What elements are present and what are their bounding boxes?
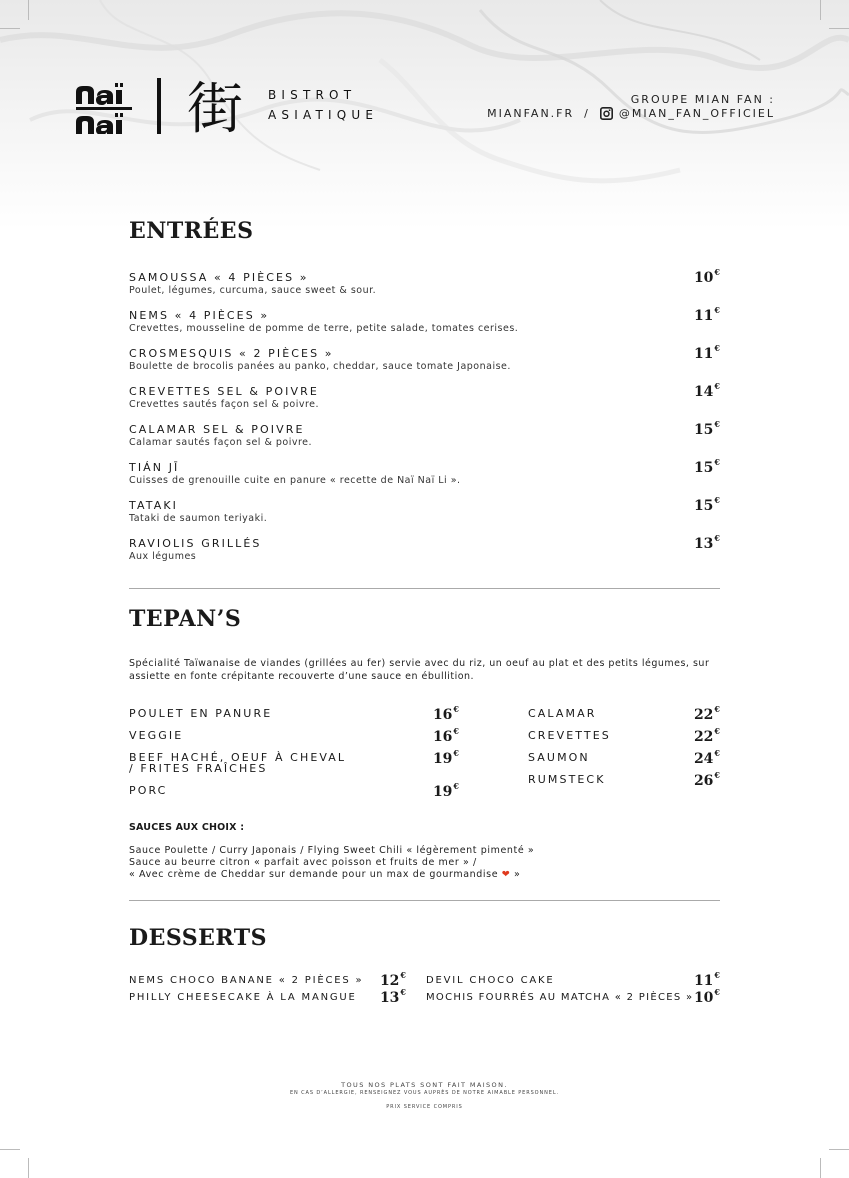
group-label: GROUPE MIAN FAN :	[630, 93, 775, 106]
item-desc: Poulet, légumes, curcuma, sauce sweet & sour.	[129, 285, 377, 296]
footer-service: PRIX SERVICE COMPRIS	[386, 1104, 463, 1110]
item-desc: Tataki de saumon teriyaki.	[129, 513, 268, 524]
item-price: 19€	[432, 748, 459, 767]
dessert-item	[426, 970, 720, 989]
brand-subtitle-line2: ASIATIQUE	[268, 108, 379, 122]
header	[0, 0, 849, 150]
tepan-item	[528, 726, 720, 745]
sauce-line: « Avec crème de Cheddar sur demande pour un max de gourmandise ❤ »	[129, 869, 521, 880]
crop-mark	[829, 1149, 849, 1150]
item-name: POULET EN PANURE	[129, 707, 273, 720]
tepan-item	[528, 704, 720, 723]
instagram-link[interactable]: @MIAN_FAN_OFFICIEL	[618, 107, 775, 120]
item-desc: Crevettes, mousseline de pomme de terre, petite salade, tomates cerises.	[129, 323, 519, 334]
tepan-item	[129, 726, 459, 745]
item-name: TATAKI	[129, 499, 178, 512]
tepans-title: TEPAN’S	[129, 606, 242, 632]
website-link[interactable]: MIANFAN.FR	[487, 107, 575, 120]
dessert-item	[129, 970, 406, 989]
section-divider	[129, 900, 720, 901]
item-name: CREVETTES	[528, 729, 611, 742]
footer-homemade: TOUS NOS PLATS SONT FAIT MAISON.	[341, 1081, 508, 1089]
item-name: PHILLY CHEESECAKE À LA MANGUE	[129, 992, 357, 1003]
item-name: VEGGIE	[129, 729, 184, 742]
item-desc: Crevettes sautés façon sel & poivre.	[129, 399, 320, 410]
item-price: 16€	[432, 726, 459, 745]
item-price: 24€	[693, 748, 720, 767]
item-price: 10€	[693, 987, 720, 1006]
item-price: 10€	[693, 267, 720, 286]
item-price: 26€	[693, 770, 720, 789]
menu-item	[129, 381, 720, 419]
heart-icon: ❤	[501, 869, 511, 880]
footer-allergy: EN CAS D’ALLERGIE, RENSEIGNEZ VOUS AUPRÈS DE NOTRE AIMABLE PERSONNEL.	[289, 1090, 560, 1096]
item-desc: Cuisses de grenouille cuite en panure « recette de Naï Naï Li ».	[129, 475, 461, 486]
logo-separator	[157, 78, 161, 134]
item-name: CALAMAR	[528, 707, 597, 720]
menu-item	[129, 305, 720, 343]
instagram-icon	[600, 107, 613, 120]
tepan-item	[129, 781, 459, 800]
item-name: CROSMESQUIS « 2 PIÈCES »	[129, 347, 334, 360]
item-name: PORC	[129, 784, 168, 797]
item-name: NEMS CHOCO BANANE « 2 PIÈCES »	[129, 975, 364, 986]
menu-item	[129, 343, 720, 381]
item-desc: Aux légumes	[129, 551, 197, 562]
brand-subtitle-line1: BISTROT	[268, 88, 357, 102]
item-price: 11€	[693, 343, 720, 362]
item-name: RUMSTECK	[528, 773, 606, 786]
item-price: 13€	[693, 533, 720, 552]
social-links	[487, 107, 775, 120]
entrees-title: ENTRÉES	[129, 218, 254, 244]
item-name: DEVIL CHOCO CAKE	[426, 975, 555, 986]
item-name: MOCHIS FOURRÉS AU MATCHA « 2 PIÈCES »	[426, 992, 694, 1003]
sauce-line: Sauce au beurre citron « parfait avec poisson et fruits de mer » /	[129, 857, 477, 868]
menu-item	[129, 495, 720, 533]
item-price: 15€	[693, 419, 720, 438]
item-price: 15€	[693, 457, 720, 476]
item-price: 15€	[693, 495, 720, 514]
link-separator: /	[584, 107, 590, 120]
item-price: 16€	[432, 704, 459, 723]
item-price: 19€	[432, 781, 459, 800]
item-name: CREVETTES SEL & POIVRE	[129, 385, 319, 398]
dessert-item	[426, 987, 720, 1006]
crop-mark	[820, 1158, 821, 1178]
section-divider	[129, 588, 720, 589]
item-name: SAUMON	[528, 751, 590, 764]
dessert-item	[129, 987, 406, 1006]
tepan-item	[528, 748, 720, 767]
menu-item	[129, 457, 720, 495]
menu-item	[129, 419, 720, 457]
item-name: NEMS « 4 PIÈCES »	[129, 309, 270, 322]
desserts-title: DESSERTS	[129, 925, 268, 951]
item-price: 22€	[693, 704, 720, 723]
item-price: 11€	[693, 305, 720, 324]
logo-char-text: 街	[187, 77, 243, 138]
tepan-item	[129, 704, 459, 723]
tepans-description: Spécialité Taïwanaise de viandes (grillées au fer) servie avec du riz, un oeuf au plat et des petits légumes, sur assiette en fonte crépitante recouverte d’une sauce en ébullition.	[129, 658, 710, 682]
menu-item	[129, 267, 720, 305]
item-price: 11€	[693, 970, 720, 989]
item-desc: Boulette de brocolis panées au panko, cheddar, sauce tomate Japonaise.	[129, 361, 511, 372]
logo-chinese-character	[185, 74, 245, 138]
item-desc: Calamar sautés façon sel & poivre.	[129, 437, 313, 448]
item-name: TIÁN JĪ	[129, 461, 180, 474]
tepan-item	[129, 748, 459, 775]
item-price: 12€	[379, 970, 406, 989]
item-name: SAMOUSSA « 4 PIÈCES »	[129, 271, 309, 284]
sauces-title: SAUCES AUX CHOIX :	[129, 822, 245, 833]
item-name-line1: BEEF HACHÉ, OEUF À CHEVAL	[129, 751, 347, 764]
item-name-line2: / FRITES FRAÎCHES	[129, 762, 268, 775]
sauce-line: Sauce Poulette / Curry Japonais / Flying Sweet Chili « légèrement pimenté »	[129, 845, 535, 856]
item-price: 14€	[693, 381, 720, 400]
crop-mark	[0, 1149, 20, 1150]
item-name: RAVIOLIS GRILLÉS	[129, 537, 262, 550]
logo-naili	[74, 82, 134, 134]
item-name: CALAMAR SEL & POIVRE	[129, 423, 305, 436]
crop-mark	[28, 1158, 29, 1178]
menu-item	[129, 533, 720, 571]
tepan-item	[528, 770, 720, 789]
item-price: 13€	[379, 987, 406, 1006]
item-price: 22€	[693, 726, 720, 745]
